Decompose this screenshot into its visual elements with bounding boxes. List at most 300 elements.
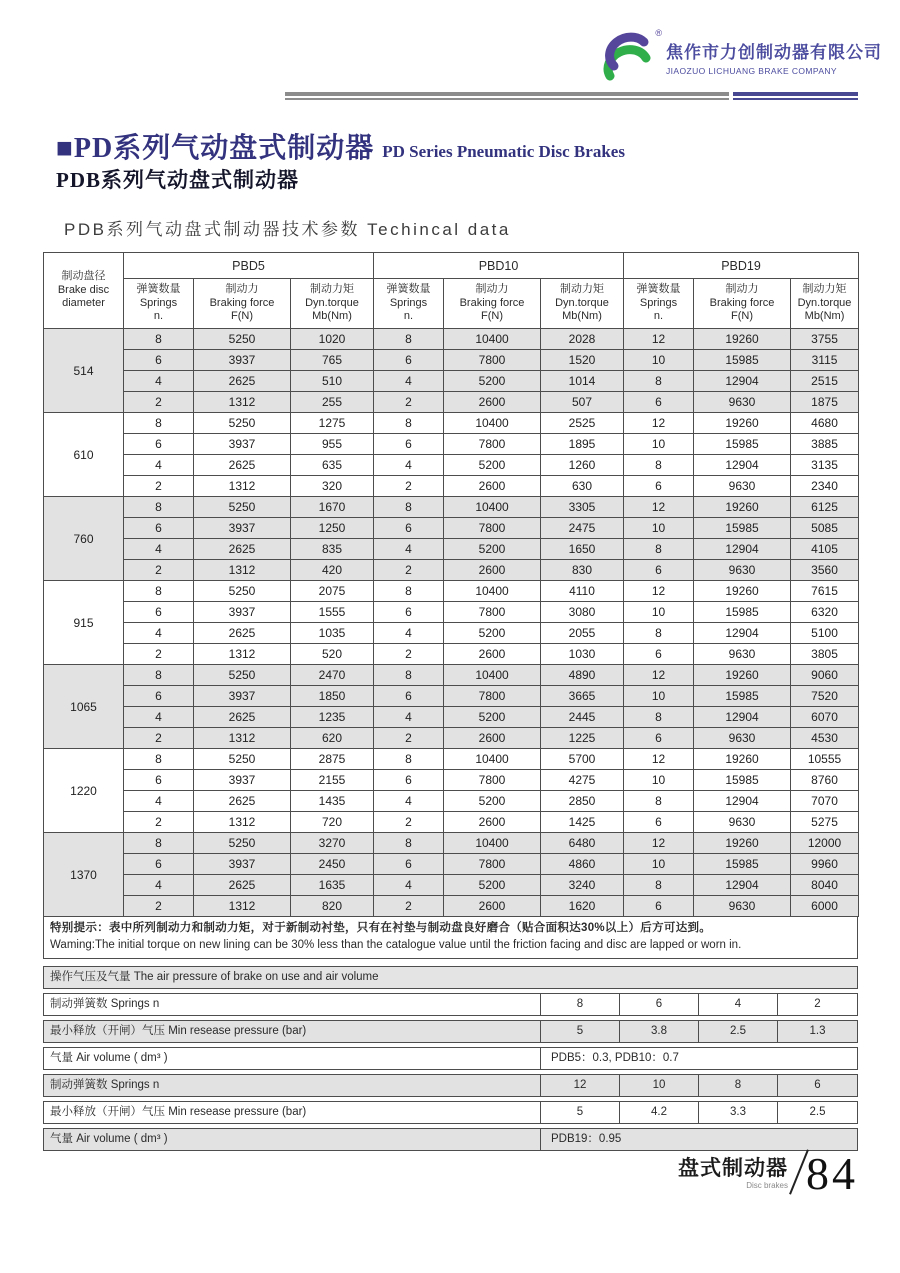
- spec-value-cell: 10400: [444, 749, 541, 770]
- sub-series-title: PDB系列气动盘式制动器: [56, 168, 299, 192]
- spec-row: [44, 749, 859, 770]
- spec-value-cell: 2600: [444, 812, 541, 833]
- spec-value-cell: 1312: [194, 896, 291, 917]
- spec-value-cell: 1620: [541, 896, 624, 917]
- spec-value-cell: 7800: [444, 686, 541, 707]
- spec-value-cell: 2600: [444, 644, 541, 665]
- spec-value-cell: 12: [624, 329, 694, 350]
- spec-value-cell: 1235: [291, 707, 374, 728]
- spec-table-body: [44, 329, 859, 917]
- spec-value-cell: 19260: [694, 581, 791, 602]
- spec-value-cell: 7520: [791, 686, 859, 707]
- spec-value-cell: 12: [624, 833, 694, 854]
- torque-header-en: Dyn.torque: [555, 296, 609, 309]
- spec-value-cell: 2875: [291, 749, 374, 770]
- spec-value-cell: 4: [124, 539, 194, 560]
- spec-value-cell: 6: [624, 896, 694, 917]
- spec-row: [44, 833, 859, 854]
- torque-header-cn: 制动力矩: [802, 283, 847, 296]
- springs-header: [624, 279, 694, 329]
- spec-row: [44, 413, 859, 434]
- spec-row: [44, 854, 859, 875]
- spec-value-cell: 1312: [194, 392, 291, 413]
- spec-value-cell: 6: [374, 854, 444, 875]
- spec-value-cell: 4530: [791, 728, 859, 749]
- diameter-header-cn: 制动盘径: [61, 270, 106, 283]
- force-header-unit: F(N): [231, 310, 253, 323]
- spec-value-cell: 12904: [694, 455, 791, 476]
- spec-row: [44, 434, 859, 455]
- torque-header-en: Dyn.torque: [305, 296, 359, 309]
- spec-value-cell: 6: [624, 392, 694, 413]
- spec-value-cell: 15985: [694, 518, 791, 539]
- spec-value-cell: 2445: [541, 707, 624, 728]
- spec-value-cell: 4: [374, 791, 444, 812]
- spec-value-cell: 6: [374, 686, 444, 707]
- spec-row: [44, 329, 859, 350]
- spec-value-cell: 12: [624, 749, 694, 770]
- spec-value-cell: 19260: [694, 497, 791, 518]
- spec-value-cell: 2340: [791, 476, 859, 497]
- spec-value-cell: 3885: [791, 434, 859, 455]
- spec-value-cell: 2: [374, 812, 444, 833]
- spec-value-cell: 15985: [694, 434, 791, 455]
- springs-header-unit: n.: [653, 310, 664, 323]
- warning-note: [43, 917, 858, 959]
- spec-value-cell: 7800: [444, 854, 541, 875]
- spec-value-cell: 2470: [291, 665, 374, 686]
- spec-value-cell: 2: [374, 728, 444, 749]
- pressure-row-value: 8: [699, 1075, 778, 1096]
- spec-row: [44, 476, 859, 497]
- spec-value-cell: 2075: [291, 581, 374, 602]
- spec-value-cell: 510: [291, 371, 374, 392]
- torque-header-cn: 制动力矩: [560, 283, 604, 296]
- spec-value-cell: 8: [624, 707, 694, 728]
- pressure-row-value: 4: [699, 994, 778, 1015]
- spec-value-cell: 2525: [541, 413, 624, 434]
- spec-row: [44, 560, 859, 581]
- springs-header-en: Springs: [389, 296, 428, 309]
- spec-row: [44, 686, 859, 707]
- spec-value-cell: 10: [624, 434, 694, 455]
- divider-gray-segment: [285, 92, 729, 100]
- spec-value-cell: 8: [624, 539, 694, 560]
- pressure-rows: [43, 993, 858, 1151]
- spec-value-cell: 8: [124, 749, 194, 770]
- model-header-pbd5: PBD5: [124, 253, 374, 279]
- spec-value-cell: 8: [374, 497, 444, 518]
- spec-value-cell: 6: [124, 770, 194, 791]
- spec-value-cell: 10: [624, 518, 694, 539]
- spec-value-cell: 12904: [694, 875, 791, 896]
- spec-value-cell: 1670: [291, 497, 374, 518]
- pressure-row-value: 4.2: [620, 1102, 699, 1123]
- dyn-torque-header: [291, 279, 374, 329]
- spec-value-cell: 835: [291, 539, 374, 560]
- brake-disc-diameter-cell: 610: [44, 413, 124, 497]
- spec-value-cell: 4105: [791, 539, 859, 560]
- braking-force-header: [694, 279, 791, 329]
- spec-value-cell: 5700: [541, 749, 624, 770]
- spec-value-cell: 8: [374, 329, 444, 350]
- spec-value-cell: 3937: [194, 770, 291, 791]
- spec-value-cell: 10: [624, 770, 694, 791]
- spec-value-cell: 9630: [694, 896, 791, 917]
- spec-value-cell: 9960: [791, 854, 859, 875]
- force-header-cn: 制动力: [475, 283, 509, 296]
- spec-value-cell: 3665: [541, 686, 624, 707]
- spec-value-cell: 2625: [194, 623, 291, 644]
- pressure-row-value: 2.5: [809, 1106, 826, 1118]
- series-title-cn: ■PD系列气动盘式制动器: [56, 133, 375, 164]
- company-logo: [594, 30, 660, 86]
- spec-value-cell: 1275: [291, 413, 374, 434]
- spec-value-cell: 3270: [291, 833, 374, 854]
- spec-value-cell: 1850: [291, 686, 374, 707]
- diameter-header-en: Brake disc diameter: [57, 283, 110, 310]
- spec-value-cell: 4: [374, 623, 444, 644]
- spec-value-cell: 5200: [444, 875, 541, 896]
- spec-value-cell: 1020: [291, 329, 374, 350]
- spec-value-cell: 9630: [694, 644, 791, 665]
- spec-row: [44, 518, 859, 539]
- spec-value-cell: 2: [124, 896, 194, 917]
- spec-value-cell: 8: [124, 329, 194, 350]
- spec-value-cell: 10: [624, 686, 694, 707]
- springs-header-unit: n.: [403, 310, 414, 323]
- sub-header-row: [44, 279, 859, 329]
- spec-value-cell: 8: [374, 833, 444, 854]
- spec-value-cell: 10: [624, 602, 694, 623]
- spec-value-cell: 1875: [791, 392, 859, 413]
- spec-value-cell: 5250: [194, 329, 291, 350]
- spec-value-cell: 12: [624, 413, 694, 434]
- spec-row: [44, 581, 859, 602]
- spec-value-cell: 12000: [791, 833, 859, 854]
- spec-value-cell: 6: [624, 812, 694, 833]
- pressure-row-value: 12: [541, 1075, 620, 1096]
- technical-data-title: PDB系列气动盘式制动器技术参数 Techincal data: [64, 220, 511, 239]
- technical-data-section: [43, 252, 858, 1151]
- spec-value-cell: 2600: [444, 728, 541, 749]
- lichuang-swirl-logo-icon: [594, 30, 658, 86]
- spec-value-cell: 765: [291, 350, 374, 371]
- spec-value-cell: 6: [374, 602, 444, 623]
- spec-value-cell: 420: [291, 560, 374, 581]
- spec-value-cell: 6: [124, 434, 194, 455]
- spec-value-cell: 2600: [444, 560, 541, 581]
- spec-value-cell: 10400: [444, 665, 541, 686]
- pressure-row-label: 制动弹簧数 Springs n: [44, 994, 541, 1015]
- spec-value-cell: 4: [374, 455, 444, 476]
- spec-value-cell: 4: [124, 875, 194, 896]
- pressure-row-label: 最小释放（开闸）气压 Min resease pressure (bar): [44, 1102, 541, 1123]
- springs-header-cn: 弹簧数量: [136, 283, 181, 296]
- spec-value-cell: 630: [541, 476, 624, 497]
- spec-value-cell: 5250: [194, 497, 291, 518]
- force-header-en: Braking force: [709, 296, 775, 309]
- series-title: [56, 126, 625, 166]
- springs-header-cn: 弹簧数量: [386, 283, 431, 296]
- spec-value-cell: 520: [291, 644, 374, 665]
- spec-value-cell: 7800: [444, 350, 541, 371]
- spec-value-cell: 12: [624, 665, 694, 686]
- spec-value-cell: 2625: [194, 539, 291, 560]
- spec-value-cell: 6000: [791, 896, 859, 917]
- spec-value-cell: 4: [374, 539, 444, 560]
- pressure-row-label: 气量 Air volume ( dm³ ): [44, 1129, 541, 1150]
- spec-value-cell: 830: [541, 560, 624, 581]
- spec-value-cell: 2: [124, 644, 194, 665]
- spec-value-cell: 12904: [694, 371, 791, 392]
- spec-value-cell: 2625: [194, 791, 291, 812]
- spec-row: [44, 812, 859, 833]
- spec-value-cell: 8: [374, 749, 444, 770]
- pressure-row-value: 10: [620, 1075, 699, 1096]
- pressure-row: [43, 993, 858, 1016]
- warning-note-cn: 特别提示：表中所列制动力和制动力矩，对于新制动衬垫，只有在衬垫与制动盘良好磨合（贴合面积达30%以上）后方可达到。: [50, 922, 712, 934]
- spec-value-cell: 1635: [291, 875, 374, 896]
- diameter-column-header: [44, 253, 124, 329]
- spec-value-cell: 1425: [541, 812, 624, 833]
- spec-value-cell: 6: [624, 476, 694, 497]
- spec-value-cell: 12: [624, 581, 694, 602]
- springs-header-en: Springs: [139, 296, 178, 309]
- spec-value-cell: 1312: [194, 644, 291, 665]
- spec-value-cell: 2: [374, 644, 444, 665]
- spec-value-cell: 3937: [194, 854, 291, 875]
- model-header-pbd10: PBD10: [374, 253, 624, 279]
- spec-value-cell: 6: [374, 518, 444, 539]
- divider-purple-segment: [733, 92, 858, 100]
- pressure-row-value: 5: [541, 1102, 620, 1123]
- spec-value-cell: 1250: [291, 518, 374, 539]
- force-header-en: Braking force: [459, 296, 525, 309]
- spec-value-cell: 1312: [194, 560, 291, 581]
- spec-value-cell: 2155: [291, 770, 374, 791]
- spec-value-cell: 19260: [694, 413, 791, 434]
- spec-value-cell: 6320: [791, 602, 859, 623]
- springs-header-en: Springs: [639, 296, 678, 309]
- spec-value-cell: 2055: [541, 623, 624, 644]
- spec-value-cell: 820: [291, 896, 374, 917]
- spec-value-cell: 2600: [444, 896, 541, 917]
- spec-value-cell: 1895: [541, 434, 624, 455]
- spec-value-cell: 1650: [541, 539, 624, 560]
- springs-header: [124, 279, 194, 329]
- spec-value-cell: 620: [291, 728, 374, 749]
- torque-header-unit: Mb(Nm): [312, 310, 352, 323]
- spec-value-cell: 10: [624, 350, 694, 371]
- spec-value-cell: 5200: [444, 623, 541, 644]
- spec-value-cell: 2625: [194, 875, 291, 896]
- spec-value-cell: 10400: [444, 833, 541, 854]
- spec-value-cell: 8: [374, 413, 444, 434]
- spec-row: [44, 875, 859, 896]
- spec-row: [44, 896, 859, 917]
- brake-disc-diameter-cell: 1370: [44, 833, 124, 917]
- spec-value-cell: 9630: [694, 812, 791, 833]
- spec-value-cell: 6: [124, 686, 194, 707]
- spec-value-cell: 3937: [194, 518, 291, 539]
- force-header-cn: 制动力: [725, 283, 759, 296]
- spec-value-cell: 3080: [541, 602, 624, 623]
- spec-value-cell: 8: [124, 497, 194, 518]
- spec-value-cell: 4860: [541, 854, 624, 875]
- spec-value-cell: 1312: [194, 728, 291, 749]
- series-title-en: PD Series Pneumatic Disc Brakes: [382, 142, 625, 161]
- spec-value-cell: 8: [624, 875, 694, 896]
- spec-value-cell: 3240: [541, 875, 624, 896]
- spec-row: [44, 602, 859, 623]
- spec-value-cell: 5085: [791, 518, 859, 539]
- spec-value-cell: 8: [624, 455, 694, 476]
- spec-value-cell: 1030: [541, 644, 624, 665]
- spec-value-cell: 19260: [694, 749, 791, 770]
- spec-value-cell: 2: [124, 812, 194, 833]
- pressure-section-header: 操作气压及气量 The air pressure of brake on use and air volume: [43, 966, 858, 989]
- spec-row: [44, 371, 859, 392]
- spec-value-cell: 6: [624, 560, 694, 581]
- spec-value-cell: 9630: [694, 728, 791, 749]
- spec-value-cell: 8: [124, 581, 194, 602]
- spec-value-cell: 7070: [791, 791, 859, 812]
- spec-row: [44, 665, 859, 686]
- springs-header-cn: 弹簧数量: [636, 283, 681, 296]
- pressure-row: [43, 1047, 858, 1070]
- spec-value-cell: 2: [124, 476, 194, 497]
- spec-value-cell: 4: [124, 791, 194, 812]
- spec-value-cell: 4680: [791, 413, 859, 434]
- spec-value-cell: 2625: [194, 707, 291, 728]
- spec-value-cell: 5200: [444, 371, 541, 392]
- spec-value-cell: 5275: [791, 812, 859, 833]
- spec-value-cell: 1225: [541, 728, 624, 749]
- spec-value-cell: 10400: [444, 497, 541, 518]
- pressure-row-span-value: PDB5：0.3, PDB10：0.7: [551, 1052, 679, 1064]
- spec-value-cell: 12904: [694, 623, 791, 644]
- spec-value-cell: 2450: [291, 854, 374, 875]
- force-header-unit: F(N): [481, 310, 503, 323]
- spec-value-cell: 4: [374, 371, 444, 392]
- spec-value-cell: 3937: [194, 602, 291, 623]
- torque-header-cn: 制动力矩: [310, 283, 354, 296]
- pressure-row-value: 8: [541, 994, 620, 1015]
- spec-value-cell: 2028: [541, 329, 624, 350]
- spec-value-cell: 3805: [791, 644, 859, 665]
- spec-value-cell: 3937: [194, 686, 291, 707]
- force-header-en: Braking force: [209, 296, 275, 309]
- spec-value-cell: 2475: [541, 518, 624, 539]
- spec-value-cell: 3115: [791, 350, 859, 371]
- pressure-row-value: 3.8: [620, 1021, 699, 1042]
- spec-value-cell: 3937: [194, 350, 291, 371]
- spec-value-cell: 1555: [291, 602, 374, 623]
- spec-row: [44, 539, 859, 560]
- spec-value-cell: 2: [374, 896, 444, 917]
- spec-value-cell: 9630: [694, 392, 791, 413]
- spec-value-cell: 10: [624, 854, 694, 875]
- spec-value-cell: 5100: [791, 623, 859, 644]
- spec-value-cell: 1260: [541, 455, 624, 476]
- spec-row: [44, 392, 859, 413]
- braking-force-header: [194, 279, 291, 329]
- footer-title-en: Disc brakes: [746, 1181, 788, 1190]
- spec-value-cell: 10555: [791, 749, 859, 770]
- spec-value-cell: 9630: [694, 476, 791, 497]
- spec-value-cell: 5200: [444, 455, 541, 476]
- brake-disc-diameter-cell: 1065: [44, 665, 124, 749]
- spec-value-cell: 2: [124, 392, 194, 413]
- spec-value-cell: 7800: [444, 434, 541, 455]
- spec-value-cell: 5250: [194, 749, 291, 770]
- spec-row: [44, 497, 859, 518]
- spec-value-cell: 9060: [791, 665, 859, 686]
- spec-value-cell: 15985: [694, 350, 791, 371]
- spec-value-cell: 15985: [694, 686, 791, 707]
- spec-value-cell: 6: [124, 518, 194, 539]
- spec-row: [44, 623, 859, 644]
- spec-value-cell: 4: [124, 707, 194, 728]
- spec-value-cell: 8760: [791, 770, 859, 791]
- spec-value-cell: 720: [291, 812, 374, 833]
- spec-value-cell: 10400: [444, 329, 541, 350]
- spec-value-cell: 12: [624, 497, 694, 518]
- spec-value-cell: 7800: [444, 770, 541, 791]
- page-header: [594, 30, 882, 86]
- spec-value-cell: 8: [624, 623, 694, 644]
- warning-note-en: Waming:The initial torque on new lining can be 30% less than the catalogue value until the friction facing and disc are lapped or worn in.: [50, 939, 742, 951]
- spec-value-cell: 5200: [444, 791, 541, 812]
- registered-trademark-icon: ®: [655, 28, 662, 38]
- spec-value-cell: 7615: [791, 581, 859, 602]
- spec-value-cell: 6: [124, 602, 194, 623]
- spec-value-cell: 6125: [791, 497, 859, 518]
- company-name-block: [666, 30, 882, 76]
- spec-value-cell: 15985: [694, 770, 791, 791]
- pressure-row-label: 最小释放（开闸）气压 Min resease pressure (bar): [44, 1021, 541, 1042]
- spec-value-cell: 5250: [194, 581, 291, 602]
- spec-value-cell: 3135: [791, 455, 859, 476]
- braking-force-header: [444, 279, 541, 329]
- spec-value-cell: 15985: [694, 602, 791, 623]
- model-header-row: [44, 253, 859, 279]
- footer-title-block: [678, 1152, 788, 1196]
- spec-value-cell: 1520: [541, 350, 624, 371]
- force-header-unit: F(N): [731, 310, 754, 323]
- spec-value-cell: 2: [374, 392, 444, 413]
- dyn-torque-header: [541, 279, 624, 329]
- spec-value-cell: 5200: [444, 539, 541, 560]
- model-header-pbd19: PBD19: [624, 253, 859, 279]
- spec-value-cell: 3560: [791, 560, 859, 581]
- spec-value-cell: 5250: [194, 665, 291, 686]
- brake-disc-diameter-cell: 915: [44, 581, 124, 665]
- spec-row: [44, 455, 859, 476]
- spec-value-cell: 4890: [541, 665, 624, 686]
- spec-row: [44, 707, 859, 728]
- spec-value-cell: 10400: [444, 581, 541, 602]
- spec-value-cell: 8: [124, 413, 194, 434]
- brake-disc-diameter-cell: 760: [44, 497, 124, 581]
- spec-value-cell: 8: [124, 665, 194, 686]
- spec-row: [44, 791, 859, 812]
- pressure-row-value: 6: [814, 1079, 821, 1091]
- spec-value-cell: 5250: [194, 413, 291, 434]
- company-name-en: JIAOZUO LICHUANG BRAKE COMPANY: [666, 66, 838, 76]
- spec-value-cell: 19260: [694, 329, 791, 350]
